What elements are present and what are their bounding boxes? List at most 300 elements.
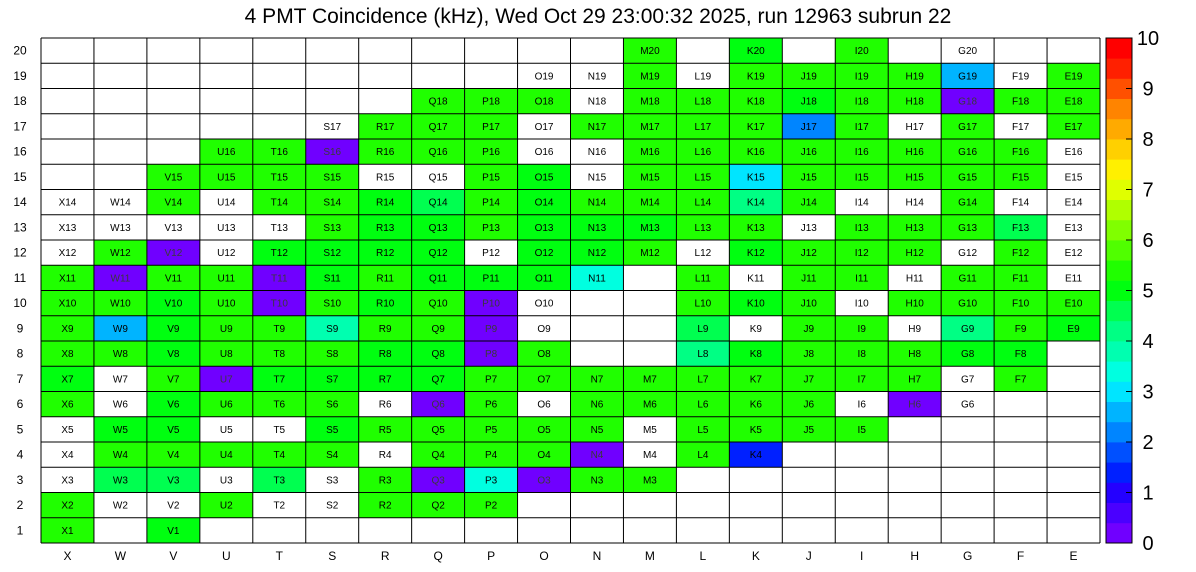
- cell-P6: [465, 392, 518, 417]
- cell-label: P2: [484, 500, 498, 512]
- cell-label: Q13: [428, 222, 448, 234]
- cell-label: H16: [905, 147, 924, 159]
- cell-J16: [782, 139, 835, 164]
- cell-label: L6: [697, 399, 709, 411]
- cell-label: M4: [642, 450, 657, 462]
- cell-J9: [782, 316, 835, 341]
- cell-U11: [200, 265, 253, 290]
- cell-N15: [571, 164, 624, 189]
- y-tick-label: 11: [13, 270, 27, 285]
- y-tick-label: 6: [16, 397, 24, 412]
- cell-label: X6: [61, 399, 74, 411]
- cell-L8: [676, 341, 729, 366]
- cell-label: W2: [112, 500, 128, 512]
- palette-swatch: [1106, 341, 1132, 362]
- cell-V9: [147, 316, 200, 341]
- cell-label: P12: [482, 248, 500, 260]
- cell-label: M12: [640, 248, 660, 260]
- cell-I16: [835, 139, 888, 164]
- cell-R16: [359, 139, 412, 164]
- cell-label: G15: [958, 172, 978, 184]
- cell-label: T5: [273, 424, 286, 436]
- cell-label: Q6: [431, 399, 445, 411]
- cell-E10: [1047, 291, 1100, 316]
- cell-label: S6: [326, 399, 339, 411]
- cell-K14: [729, 190, 782, 215]
- cell-label: H10: [905, 298, 924, 310]
- cell-U15: [200, 164, 253, 189]
- cell-label: H18: [905, 96, 924, 108]
- cell-X4: [41, 442, 94, 467]
- cell-Q12: [412, 240, 465, 265]
- cell-label: L12: [694, 248, 712, 260]
- cell-J19: [782, 63, 835, 88]
- cell-label: N15: [587, 172, 607, 184]
- cell-E19: [1047, 63, 1100, 88]
- cell-N3: [571, 467, 624, 492]
- x-tick-label: W: [114, 549, 127, 563]
- cell-label: E15: [1064, 172, 1083, 184]
- x-tick-label: H: [910, 549, 920, 563]
- cell-label: P6: [484, 399, 498, 411]
- cell-O13: [518, 215, 571, 240]
- palette-tick-label: 5: [1142, 280, 1154, 303]
- cell-label: J7: [803, 374, 815, 386]
- cell-I18: [835, 89, 888, 114]
- cell-H10: [888, 291, 941, 316]
- cell-label: V3: [167, 475, 180, 487]
- cell-I14: [835, 190, 888, 215]
- cell-label: V6: [167, 399, 180, 411]
- cell-label: M18: [640, 96, 660, 108]
- cell-label: I6: [857, 399, 866, 411]
- cell-label: U8: [219, 349, 233, 361]
- cell-W5: [94, 417, 147, 442]
- cell-label: Q11: [429, 273, 448, 285]
- cell-label: U9: [219, 323, 233, 335]
- cell-R14: [359, 190, 412, 215]
- cell-R8: [359, 341, 412, 366]
- palette-swatch: [1106, 402, 1132, 423]
- cell-I12: [835, 240, 888, 265]
- cell-label: M17: [640, 121, 660, 133]
- cell-S10: [306, 291, 359, 316]
- cell-label: E19: [1064, 71, 1083, 83]
- cell-label: T2: [273, 500, 286, 512]
- cell-K16: [729, 139, 782, 164]
- cell-K18: [729, 89, 782, 114]
- cell-label: M20: [640, 46, 660, 58]
- cell-label: W14: [110, 197, 131, 209]
- cell-label: H6: [908, 399, 922, 411]
- cell-label: G11: [958, 273, 977, 285]
- cell-label: S14: [323, 197, 342, 209]
- cell-Q4: [412, 442, 465, 467]
- cell-label: H9: [908, 323, 922, 335]
- cell-V2: [147, 493, 200, 518]
- cell-label: R16: [375, 147, 395, 159]
- x-tick-label: L: [699, 549, 707, 563]
- cell-label: M5: [642, 424, 657, 436]
- cell-K15: [729, 164, 782, 189]
- x-tick-label: N: [592, 549, 602, 563]
- cell-label: G9: [960, 323, 975, 335]
- cell-L17: [676, 114, 729, 139]
- cell-F17: [994, 114, 1047, 139]
- palette-swatch: [1106, 139, 1132, 160]
- cell-label: H13: [905, 222, 924, 234]
- cell-label: R3: [378, 475, 392, 487]
- cell-N17: [571, 114, 624, 139]
- palette-swatch: [1106, 462, 1132, 483]
- cell-X11: [41, 265, 94, 290]
- cell-label: U16: [217, 147, 236, 159]
- cell-H9: [888, 316, 941, 341]
- cell-label: K20: [746, 46, 765, 58]
- cell-S14: [306, 190, 359, 215]
- cell-label: R4: [378, 450, 392, 462]
- cell-label: V9: [167, 323, 180, 335]
- cell-Q5: [412, 417, 465, 442]
- x-tick-label: X: [63, 549, 72, 563]
- cell-label: G12: [958, 248, 978, 260]
- cell-label: S10: [323, 298, 342, 310]
- cell-V1: [147, 518, 200, 543]
- cell-W3: [94, 467, 147, 492]
- cell-label: U14: [217, 197, 236, 209]
- cell-X7: [41, 366, 94, 391]
- y-tick-label: 13: [13, 220, 27, 235]
- cell-label: S13: [323, 222, 342, 234]
- cell-label: N18: [587, 96, 607, 108]
- cell-H17: [888, 114, 941, 139]
- cell-label: N3: [590, 475, 604, 487]
- cell-P18: [465, 89, 518, 114]
- cell-label: P11: [482, 273, 500, 285]
- cell-label: R6: [378, 399, 392, 411]
- cell-label: E17: [1064, 121, 1083, 133]
- cell-S17: [306, 114, 359, 139]
- cell-label: U4: [219, 450, 233, 462]
- palette-swatch: [1106, 99, 1132, 120]
- cell-label: U6: [219, 399, 233, 411]
- cell-label: O9: [537, 323, 551, 335]
- cell-label: H15: [905, 172, 924, 184]
- cell-label: I7: [857, 374, 866, 386]
- cell-O16: [518, 139, 571, 164]
- cell-label: P18: [482, 96, 500, 108]
- cell-N6: [571, 392, 624, 417]
- cell-label: V8: [167, 349, 180, 361]
- palette-tick-label: 3: [1142, 381, 1154, 404]
- cell-label: M13: [640, 222, 660, 234]
- cell-J10: [782, 291, 835, 316]
- cell-G20: [941, 38, 994, 63]
- cell-label: T15: [270, 172, 288, 184]
- cell-label: L15: [694, 172, 712, 184]
- x-tick-label: U: [221, 549, 231, 563]
- cell-label: V11: [164, 273, 182, 285]
- cell-T9: [253, 316, 306, 341]
- cell-label: T10: [270, 298, 288, 310]
- cell-U7: [200, 366, 253, 391]
- cell-K12: [729, 240, 782, 265]
- cell-label: X12: [58, 248, 77, 260]
- cell-T16: [253, 139, 306, 164]
- cell-K17: [729, 114, 782, 139]
- cell-R17: [359, 114, 412, 139]
- cell-label: I11: [855, 273, 869, 285]
- cell-label: N17: [587, 121, 607, 133]
- cell-P3: [465, 467, 518, 492]
- y-tick-label: 14: [13, 195, 27, 210]
- cell-P15: [465, 164, 518, 189]
- cell-label: J9: [803, 323, 815, 335]
- cell-label: R15: [375, 172, 395, 184]
- cell-label: S11: [323, 273, 341, 285]
- cell-O17: [518, 114, 571, 139]
- cell-O10: [518, 291, 571, 316]
- cell-label: R5: [378, 424, 392, 436]
- cell-label: G14: [958, 197, 978, 209]
- cell-G9: [941, 316, 994, 341]
- cell-S5: [306, 417, 359, 442]
- palette-tick-label: 6: [1142, 230, 1154, 252]
- cell-label: V1: [167, 525, 180, 537]
- cell-I6: [835, 392, 888, 417]
- cell-P8: [465, 341, 518, 366]
- cell-label: M19: [640, 71, 660, 83]
- cell-Q16: [412, 139, 465, 164]
- cell-label: M7: [642, 374, 657, 386]
- cell-label: K6: [749, 399, 762, 411]
- cell-label: I9: [857, 323, 866, 335]
- cell-V7: [147, 366, 200, 391]
- cell-T12: [253, 240, 306, 265]
- x-tick-label: E: [1069, 549, 1078, 563]
- cell-label: P4: [484, 450, 498, 462]
- cell-N14: [571, 190, 624, 215]
- cell-label: W10: [110, 298, 131, 310]
- cell-label: L16: [694, 147, 712, 159]
- cell-label: O16: [534, 147, 554, 159]
- cell-M5: [623, 417, 676, 442]
- cell-J8: [782, 341, 835, 366]
- cell-E12: [1047, 240, 1100, 265]
- cell-label: O17: [534, 121, 554, 133]
- cell-label: L19: [694, 71, 712, 83]
- palette-swatch: [1106, 159, 1132, 180]
- cell-label: N7: [590, 374, 604, 386]
- cell-L15: [676, 164, 729, 189]
- cell-label: I8: [857, 349, 866, 361]
- cell-P4: [465, 442, 518, 467]
- cell-U16: [200, 139, 253, 164]
- palette-swatch: [1106, 240, 1132, 261]
- cell-label: T11: [271, 273, 288, 285]
- cell-label: F10: [1011, 298, 1030, 310]
- cell-label: N19: [587, 71, 607, 83]
- cell-W7: [94, 366, 147, 391]
- cell-label: K16: [746, 147, 765, 159]
- x-tick-label: I: [860, 549, 864, 563]
- cell-label: S2: [326, 500, 339, 512]
- cell-label: P10: [482, 298, 500, 310]
- cell-label: R14: [375, 197, 395, 209]
- cell-T15: [253, 164, 306, 189]
- cell-T2: [253, 493, 306, 518]
- cell-label: P17: [482, 121, 500, 133]
- cell-O14: [518, 190, 571, 215]
- cell-label: F8: [1014, 349, 1027, 361]
- cell-J7: [782, 366, 835, 391]
- cell-label: M6: [642, 399, 657, 411]
- cell-J6: [782, 392, 835, 417]
- cell-label: H7: [908, 374, 922, 386]
- cell-label: N12: [587, 248, 607, 260]
- cell-W12: [94, 240, 147, 265]
- cell-E14: [1047, 190, 1100, 215]
- cell-H6: [888, 392, 941, 417]
- cell-K19: [729, 63, 782, 88]
- cell-label: R10: [375, 298, 395, 310]
- cell-label: W7: [112, 374, 128, 386]
- cell-label: H14: [905, 197, 924, 209]
- palette-tick-label: 0: [1142, 533, 1154, 555]
- cell-X13: [41, 215, 94, 240]
- cell-label: J15: [800, 172, 817, 184]
- cell-label: T8: [273, 349, 286, 361]
- x-tick-label: S: [328, 549, 337, 563]
- cell-label: S16: [323, 147, 342, 159]
- cell-X2: [41, 493, 94, 518]
- cell-Q14: [412, 190, 465, 215]
- cell-G14: [941, 190, 994, 215]
- cell-label: T6: [273, 399, 286, 411]
- cell-label: X1: [61, 525, 74, 537]
- cell-label: L8: [697, 349, 709, 361]
- cell-label: I14: [854, 197, 869, 209]
- cell-R10: [359, 291, 412, 316]
- cell-I17: [835, 114, 888, 139]
- cell-G12: [941, 240, 994, 265]
- cell-label: J6: [803, 399, 815, 411]
- cell-label: F15: [1011, 172, 1030, 184]
- cell-V13: [147, 215, 200, 240]
- cell-X5: [41, 417, 94, 442]
- cell-label: T9: [273, 323, 286, 335]
- cell-label: P16: [482, 147, 500, 159]
- palette-swatch: [1106, 38, 1132, 59]
- cell-X8: [41, 341, 94, 366]
- cell-label: S17: [323, 121, 342, 133]
- cell-S16: [306, 139, 359, 164]
- cell-label: O19: [534, 71, 554, 83]
- x-tick-label: O: [539, 549, 549, 563]
- cell-label: R9: [378, 323, 392, 335]
- cell-L6: [676, 392, 729, 417]
- cell-label: F14: [1011, 197, 1030, 209]
- palette-tick-label: 8: [1142, 129, 1154, 151]
- y-tick-label: 18: [13, 94, 27, 109]
- cell-R13: [359, 215, 412, 240]
- cell-J13: [782, 215, 835, 240]
- cell-F12: [994, 240, 1047, 265]
- cell-label: Q7: [431, 374, 445, 386]
- palette-swatch: [1106, 523, 1132, 544]
- cell-label: F13: [1011, 222, 1030, 234]
- cell-U8: [200, 341, 253, 366]
- cell-Q15: [412, 164, 465, 189]
- cell-label: W3: [112, 475, 128, 487]
- cell-label: F17: [1011, 121, 1030, 133]
- cell-label: Q15: [428, 172, 448, 184]
- cell-label: O18: [534, 96, 554, 108]
- cell-G10: [941, 291, 994, 316]
- y-tick-label: 5: [16, 422, 24, 437]
- cell-label: O15: [534, 172, 554, 184]
- cell-label: V15: [164, 172, 183, 184]
- cell-G6: [941, 392, 994, 417]
- cell-label: P13: [482, 222, 500, 234]
- cell-label: J14: [800, 197, 817, 209]
- cell-T14: [253, 190, 306, 215]
- cell-label: U13: [217, 222, 236, 234]
- palette-tick-label: 9: [1142, 78, 1154, 101]
- cell-H7: [888, 366, 941, 391]
- cell-F13: [994, 215, 1047, 240]
- cell-R2: [359, 493, 412, 518]
- cell-Q8: [412, 341, 465, 366]
- cell-N13: [571, 215, 624, 240]
- cell-F8: [994, 341, 1047, 366]
- cell-L7: [676, 366, 729, 391]
- cell-label: I19: [854, 71, 869, 83]
- cell-label: G10: [958, 298, 978, 310]
- cell-H14: [888, 190, 941, 215]
- cell-R5: [359, 417, 412, 442]
- cell-label: K5: [749, 424, 762, 436]
- cell-H16: [888, 139, 941, 164]
- cell-label: N16: [587, 147, 607, 159]
- palette-swatch: [1106, 321, 1132, 342]
- cell-Q18: [412, 89, 465, 114]
- cell-E15: [1047, 164, 1100, 189]
- cell-label: J19: [800, 71, 817, 83]
- cell-label: F18: [1011, 96, 1030, 108]
- cell-O19: [518, 63, 571, 88]
- cell-label: O4: [537, 450, 551, 462]
- cell-H12: [888, 240, 941, 265]
- cell-K6: [729, 392, 782, 417]
- cell-label: R11: [376, 273, 394, 285]
- cell-N19: [571, 63, 624, 88]
- cell-label: P7: [484, 374, 498, 386]
- cell-label: W12: [110, 248, 131, 260]
- y-tick-label: 10: [13, 296, 27, 311]
- cell-F14: [994, 190, 1047, 215]
- cell-F10: [994, 291, 1047, 316]
- cell-K5: [729, 417, 782, 442]
- cell-Q11: [412, 265, 465, 290]
- cell-label: S8: [326, 349, 339, 361]
- cell-label: G16: [958, 147, 978, 159]
- cell-V15: [147, 164, 200, 189]
- cell-label: T14: [270, 197, 288, 209]
- cell-label: W11: [110, 273, 131, 285]
- cell-U13: [200, 215, 253, 240]
- cell-label: K15: [746, 172, 765, 184]
